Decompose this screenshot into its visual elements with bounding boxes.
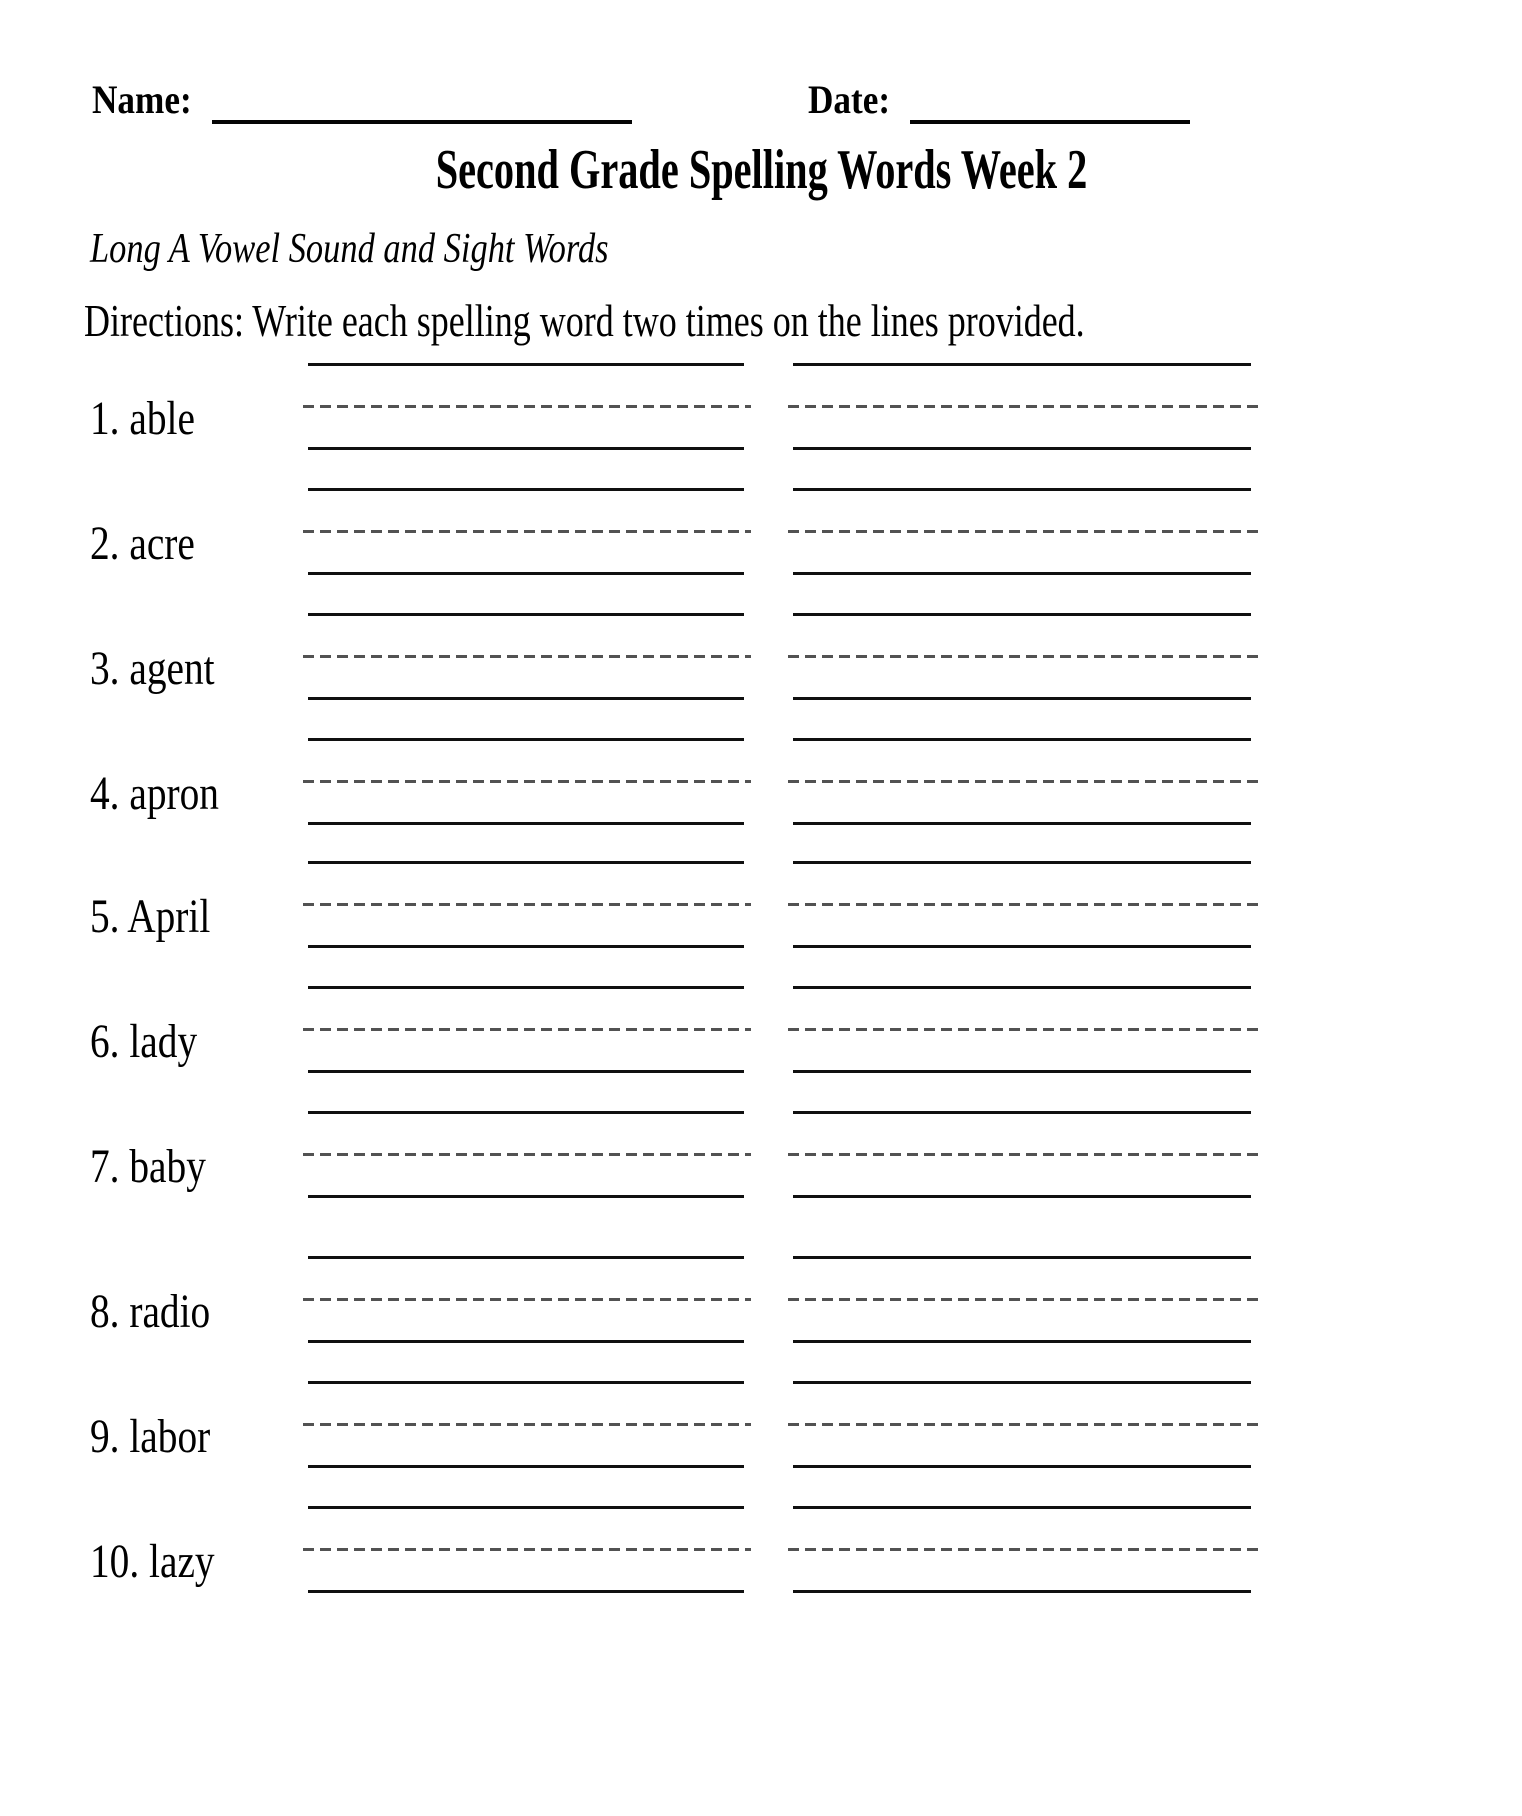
writing-guide-first: [308, 1256, 744, 1346]
writing-guide-first: [308, 613, 744, 703]
item-word: acre: [129, 517, 195, 570]
writing-guide-second: [793, 1256, 1251, 1346]
writing-guide-second: [793, 488, 1251, 578]
guide-top-line: [308, 613, 744, 616]
page-title: Second Grade Spelling Words Week 2: [435, 139, 1087, 201]
item-number: 8.: [90, 1285, 120, 1338]
writing-guide-second: [793, 1381, 1251, 1471]
spelling-row: [0, 986, 1522, 1076]
guide-top-line: [793, 1111, 1251, 1114]
guide-bottom-line: [308, 945, 744, 948]
guide-mid-dashed-line: [303, 405, 751, 408]
guide-top-line: [308, 861, 744, 864]
writing-guide-first: [308, 738, 744, 828]
guide-bottom-line: [308, 1340, 744, 1343]
spelling-word-label: [90, 637, 215, 701]
item-number: 7.: [90, 1140, 120, 1193]
guide-top-line: [793, 488, 1251, 491]
guide-bottom-line: [308, 697, 744, 700]
item-word: lady: [129, 1015, 198, 1068]
spelling-row: [0, 1256, 1522, 1346]
guide-top-line: [793, 613, 1251, 616]
guide-bottom-line: [793, 1070, 1251, 1073]
guide-bottom-line: [308, 1465, 744, 1468]
guide-top-line: [793, 1506, 1251, 1509]
item-word: labor: [129, 1410, 211, 1463]
writing-guide-second: [793, 861, 1251, 951]
guide-mid-dashed-line: [303, 1028, 751, 1031]
worksheet-subtitle: Long A Vowel Sound and Sight Words: [90, 226, 609, 272]
guide-mid-dashed-line: [788, 1423, 1258, 1426]
guide-mid-dashed-line: [303, 903, 751, 906]
guide-top-line: [308, 1381, 744, 1384]
item-word: agent: [129, 642, 215, 695]
spelling-row: [0, 1506, 1522, 1596]
item-word: baby: [129, 1140, 206, 1193]
spelling-word-label: [90, 1405, 210, 1469]
item-number: 4.: [90, 767, 120, 820]
guide-top-line: [793, 1381, 1251, 1384]
spelling-word-label: [90, 1010, 197, 1074]
guide-bottom-line: [793, 1590, 1251, 1593]
guide-bottom-line: [308, 447, 744, 450]
spelling-row: [0, 613, 1522, 703]
item-number: 3.: [90, 642, 120, 695]
spelling-row: [0, 488, 1522, 578]
item-word: lazy: [149, 1535, 215, 1588]
spelling-word-label: [90, 1530, 215, 1594]
guide-top-line: [308, 1256, 744, 1259]
spelling-word-label: [90, 1280, 210, 1344]
guide-mid-dashed-line: [788, 1028, 1258, 1031]
directions-wrap: [84, 296, 1335, 346]
title-wrap: [0, 140, 1522, 200]
guide-bottom-line: [308, 1070, 744, 1073]
guide-top-line: [793, 738, 1251, 741]
writing-guide-first: [308, 363, 744, 453]
guide-bottom-line: [793, 447, 1251, 450]
date-blank-line: [910, 120, 1190, 124]
guide-top-line: [793, 861, 1251, 864]
writing-guide-second: [793, 986, 1251, 1076]
subtitle-wrap: [90, 226, 722, 272]
guide-bottom-line: [793, 1340, 1251, 1343]
guide-bottom-line: [793, 572, 1251, 575]
guide-bottom-line: [793, 1195, 1251, 1198]
spelling-row: [0, 861, 1522, 951]
guide-mid-dashed-line: [788, 780, 1258, 783]
guide-top-line: [308, 363, 744, 366]
item-word: apron: [129, 767, 219, 820]
guide-top-line: [793, 1256, 1251, 1259]
name-label: Name:: [92, 77, 192, 122]
item-word: April: [127, 890, 211, 943]
item-number: 9.: [90, 1410, 120, 1463]
item-number: 1.: [90, 392, 120, 445]
guide-bottom-line: [793, 1465, 1251, 1468]
header: [92, 78, 205, 122]
spelling-word-label: [90, 885, 210, 949]
writing-guide-first: [308, 1381, 744, 1471]
item-word: radio: [129, 1285, 211, 1338]
writing-guide-first: [308, 861, 744, 951]
guide-bottom-line: [793, 945, 1251, 948]
guide-mid-dashed-line: [303, 1423, 751, 1426]
guide-top-line: [308, 986, 744, 989]
guide-bottom-line: [308, 822, 744, 825]
writing-guide-second: [793, 1506, 1251, 1596]
writing-guide-second: [793, 738, 1251, 828]
spelling-word-label: [90, 512, 195, 576]
guide-top-line: [308, 488, 744, 491]
guide-bottom-line: [308, 1590, 744, 1593]
writing-guide-first: [308, 1506, 744, 1596]
guide-mid-dashed-line: [303, 1298, 751, 1301]
guide-top-line: [308, 1111, 744, 1114]
guide-mid-dashed-line: [788, 1153, 1258, 1156]
guide-mid-dashed-line: [788, 903, 1258, 906]
writing-guide-second: [793, 1111, 1251, 1201]
guide-top-line: [793, 363, 1251, 366]
guide-mid-dashed-line: [788, 1298, 1258, 1301]
guide-mid-dashed-line: [303, 1548, 751, 1551]
item-number: 2.: [90, 517, 120, 570]
guide-bottom-line: [308, 1195, 744, 1198]
date-label: Date:: [808, 77, 891, 122]
guide-mid-dashed-line: [303, 530, 751, 533]
guide-mid-dashed-line: [788, 1548, 1258, 1551]
guide-top-line: [793, 986, 1251, 989]
item-number: 10.: [90, 1535, 140, 1588]
guide-bottom-line: [793, 697, 1251, 700]
writing-guide-first: [308, 1111, 744, 1201]
writing-guide-second: [793, 613, 1251, 703]
spelling-row: [0, 1381, 1522, 1471]
item-number: 5.: [90, 890, 120, 943]
guide-mid-dashed-line: [303, 655, 751, 658]
spelling-row: [0, 1111, 1522, 1201]
item-word: able: [129, 392, 195, 445]
spelling-row: [0, 738, 1522, 828]
guide-bottom-line: [308, 572, 744, 575]
guide-bottom-line: [793, 822, 1251, 825]
guide-top-line: [308, 1506, 744, 1509]
guide-mid-dashed-line: [788, 405, 1258, 408]
guide-mid-dashed-line: [303, 1153, 751, 1156]
directions-text: Directions: Write each spelling word two times on the lines provided.: [84, 296, 1085, 346]
spelling-word-label: [90, 387, 195, 451]
date-label-wrap: [808, 78, 901, 122]
writing-guide-second: [793, 363, 1251, 453]
guide-mid-dashed-line: [303, 780, 751, 783]
guide-top-line: [308, 738, 744, 741]
guide-mid-dashed-line: [788, 655, 1258, 658]
name-blank-line: [212, 120, 632, 124]
item-number: 6.: [90, 1015, 120, 1068]
writing-guide-first: [308, 488, 744, 578]
guide-mid-dashed-line: [788, 530, 1258, 533]
spelling-word-label: [90, 762, 219, 826]
writing-guide-first: [308, 986, 744, 1076]
spelling-row: [0, 363, 1522, 453]
spelling-word-label: [90, 1135, 206, 1199]
